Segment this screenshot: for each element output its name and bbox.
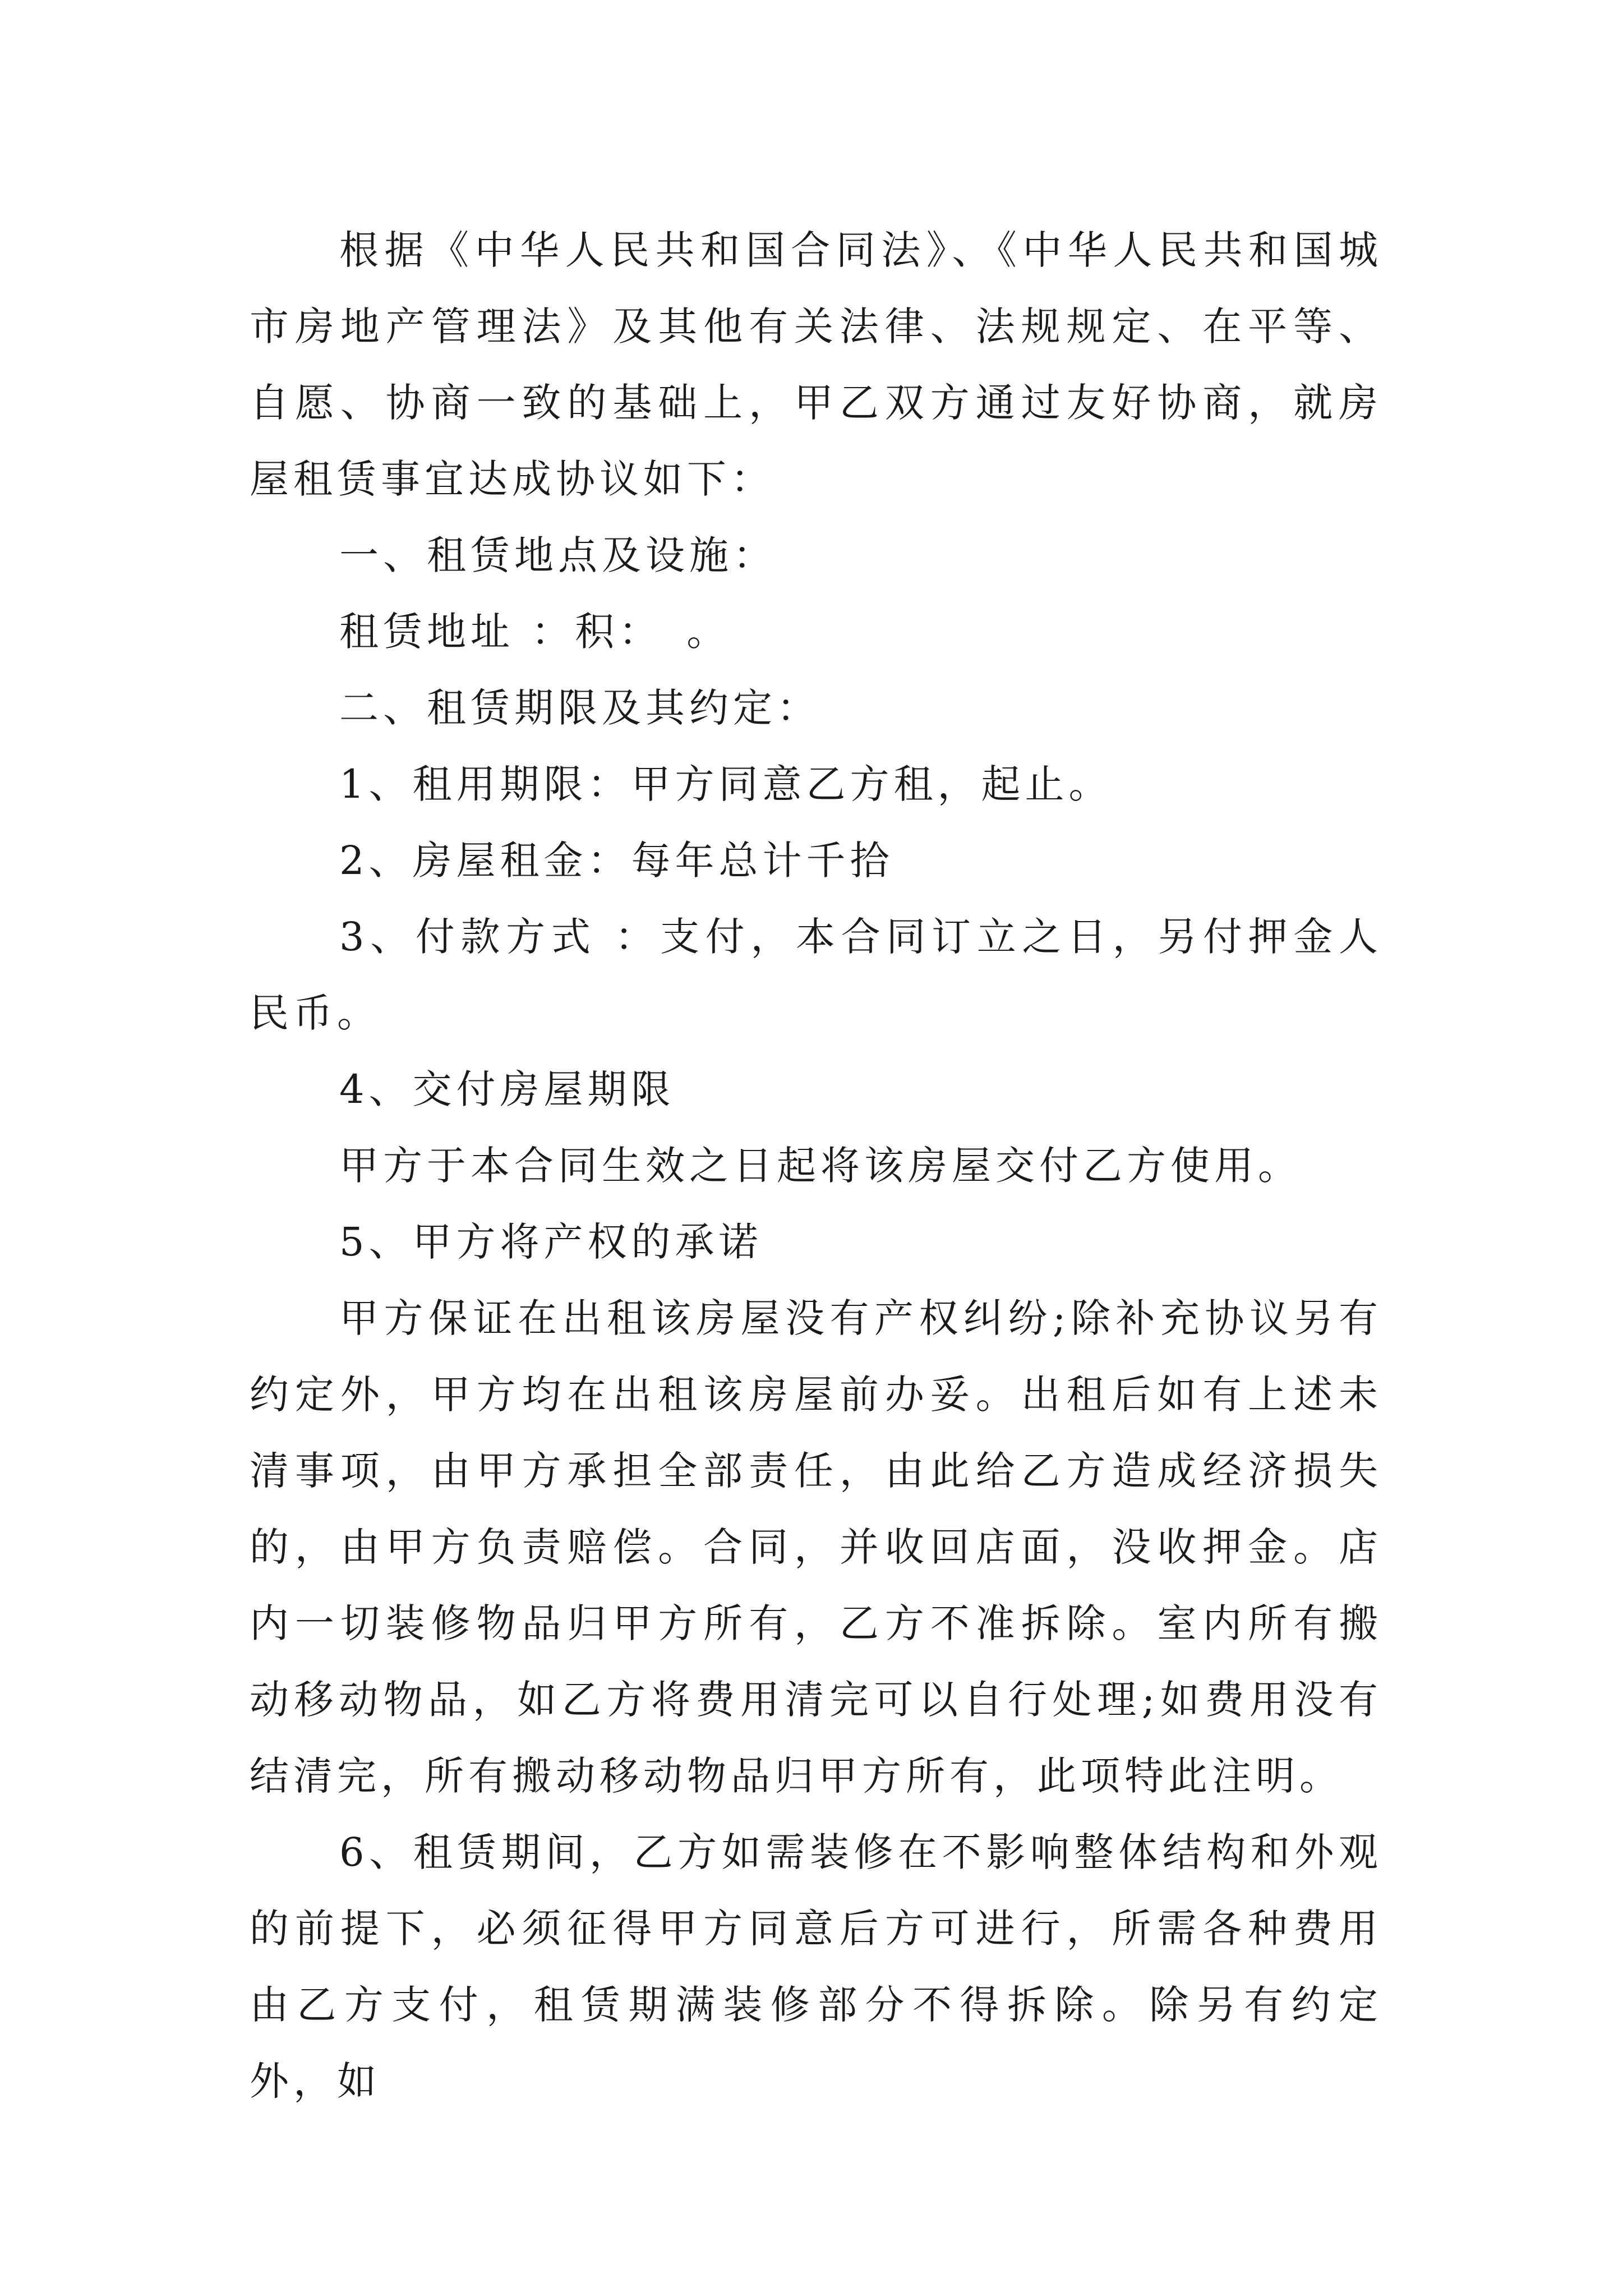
heading-section-1: 一、租赁地点及设施： — [339, 532, 777, 578]
paragraph-intro: 根据《中华人民共和国合同法》、《中华人民共和国城市房地产管理法》及其他有关法律、法规规定、在平等、自愿、协商一致的基础上，甲乙双方通过友好协商，就房屋租赁事宜达成协议如下： — [250, 227, 1382, 502]
heading-delivery: 4、交付房屋期限 — [339, 1066, 675, 1112]
paragraph-address: 租赁地址 ：积： 。 — [339, 609, 731, 655]
paragraph-ownership: 甲方保证在出租该房屋没有产权纠纷;除补充协议另有约定外，甲方均在出租该房屋前办妥。出租后如有上述未清事项，由甲方承担全部责任，由此给乙方造成经济损失的，由甲方负责赔偿。合同，并收回店面，没收押金。店内一切装修物品归甲方所有，乙方不准拆除。室内所有搬动移动物品，如乙方将费用清完可以自行处理;如费用没有结清完，所有搬动移动物品归甲方所有，此项特此注明。 — [250, 1295, 1382, 1799]
paragraph-delivery: 甲方于本合同生效之日起将该房屋交付乙方使用。 — [339, 1143, 1302, 1189]
paragraph-renovation: 6、租赁期间，乙方如需装修在不影响整体结构和外观的前提下，必须征得甲方同意后方可进行，所需各种费用由乙方支付，租赁期满装修部分不得拆除。除另有约定外，如 — [250, 1829, 1382, 2104]
heading-section-2: 二、租赁期限及其约定： — [339, 685, 820, 731]
paragraph-term: 1、租用期限：甲方同意乙方租，起止。 — [339, 761, 1113, 807]
paragraph-payment: 3、付款方式 ：支付，本合同订立之日，另付押金人民币。 — [250, 914, 1382, 1036]
document-body — [250, 212, 1382, 2119]
paragraph-rent: 2、房屋租金：每年总计千拾 — [339, 838, 894, 884]
heading-ownership: 5、甲方将产权的承诺 — [339, 1219, 763, 1265]
